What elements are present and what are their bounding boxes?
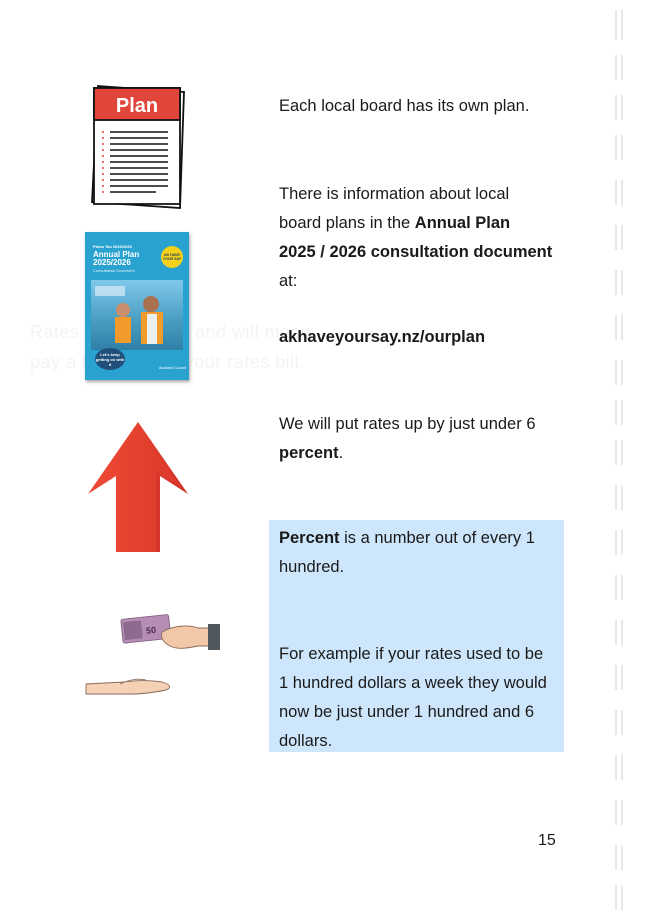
plan-document-icon xyxy=(84,80,194,210)
have-your-say-badge: AK HAVE YOUR SAY xyxy=(161,246,183,268)
example-line-2: 1 hundred dollars a week they would xyxy=(279,674,547,692)
consultation-url-link[interactable]: akhaveyoursay.nz/ourplan xyxy=(279,328,486,346)
annual-plan-booklet-cover xyxy=(85,232,189,380)
booklet-title xyxy=(93,251,139,267)
definition-term: Percent xyxy=(279,529,340,547)
definition-line-2: hundred. xyxy=(279,558,345,576)
example-line-4: dollars. xyxy=(279,732,333,750)
percent-definition-text xyxy=(279,524,535,582)
booklet-speech-bubble: Let's keep getting on with it xyxy=(95,348,125,370)
info-line-1: There is information about local xyxy=(279,185,510,203)
example-line-1: For example if your rates used to be xyxy=(279,645,544,663)
page-number: 15 xyxy=(538,832,556,849)
banknote-value: 50 xyxy=(145,624,157,636)
example-line-3: now be just under 1 hundred and 6 xyxy=(279,703,535,721)
booklet-title-line2: 2025/2026 xyxy=(93,258,131,267)
council-logo: Auckland Council xyxy=(159,366,187,370)
info-bold-annual-plan: Annual Plan xyxy=(414,214,511,232)
info-bold-consultation-document: 2025 / 2026 consultation document xyxy=(279,243,553,261)
up-arrow-icon xyxy=(86,420,190,554)
info-line-4: at: xyxy=(279,272,298,290)
local-board-text: Each local board has its own plan. xyxy=(279,97,530,115)
rates-paragraph xyxy=(279,410,536,468)
rates-bold-percent: percent xyxy=(279,444,339,462)
info-line-2-text: board plans in the xyxy=(279,214,411,232)
booklet-people-illustration xyxy=(91,280,183,350)
booklet-kicker: Pūtea Tau 2025/2026 xyxy=(93,244,132,249)
plan-label: Plan xyxy=(115,95,159,117)
binding-marks xyxy=(610,0,630,912)
booklet-subtitle: Consultation Document xyxy=(93,268,135,273)
rates-period: . xyxy=(338,444,344,462)
info-paragraph xyxy=(279,180,552,296)
percent-example-text xyxy=(279,640,547,756)
definition-text: is a number out of every 1 xyxy=(344,529,535,547)
info-line-2 xyxy=(279,209,552,238)
rates-line-1: We will put rates up by just under 6 xyxy=(279,415,536,433)
booklet-title-line1: Annual Plan xyxy=(93,250,140,259)
booklet-photo xyxy=(91,280,183,350)
money-handover-icon xyxy=(84,610,224,710)
